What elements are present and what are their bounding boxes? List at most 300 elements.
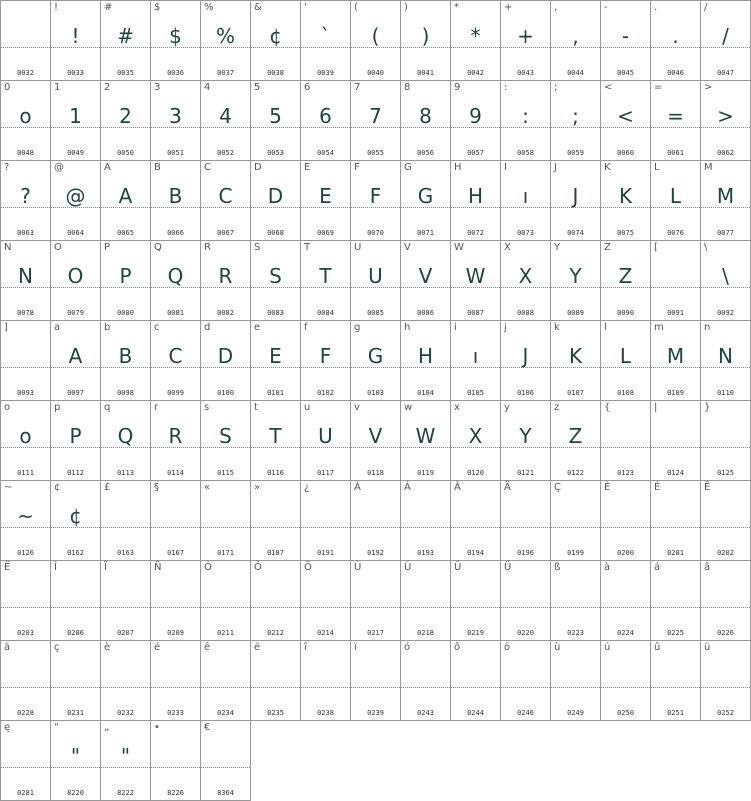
glyph-cell-label: ú (604, 642, 611, 653)
glyph-cell-code: 0111 (17, 469, 34, 477)
glyph-sample: $ (169, 24, 182, 48)
glyph-cell (501, 481, 551, 561)
glyph-cell-code: 0057 (467, 149, 484, 157)
glyph-cell (401, 81, 451, 161)
glyph-cell (301, 401, 351, 481)
glyph-cell (201, 721, 251, 801)
glyph-sample (701, 661, 750, 691)
glyph-cell-code: 0044 (567, 69, 584, 77)
glyph-cell (351, 1, 401, 81)
glyph-cell-code: 0048 (17, 149, 34, 157)
glyph-sample: Z (568, 424, 583, 448)
glyph-cell (651, 81, 701, 161)
glyph-sample: C (218, 184, 233, 208)
glyph-cell-label: ü (704, 642, 711, 653)
glyph-sample: " (70, 744, 81, 768)
glyph-cell-code: 0238 (317, 709, 334, 717)
glyph-cell-code: 0167 (167, 549, 184, 557)
glyph-sample: G (367, 344, 384, 368)
glyph-cell (201, 81, 251, 161)
glyph-cell-code: 0081 (167, 309, 184, 317)
glyph-cell-code: 0201 (667, 549, 684, 557)
glyph-cell-label: ß (554, 562, 561, 573)
glyph-cell (651, 161, 701, 241)
glyph-sample (601, 661, 650, 691)
glyph-cell (51, 401, 101, 481)
glyph-sample: , (572, 24, 579, 48)
glyph-cell-label: N (4, 242, 12, 253)
glyph-cell (551, 241, 601, 321)
glyph-cell (51, 561, 101, 641)
glyph-cell-code: 0231 (67, 709, 84, 717)
glyph-sample: D (267, 184, 284, 208)
glyph-cell-label: = (654, 82, 663, 93)
glyph-sample: ı (522, 184, 529, 208)
glyph-cell (301, 321, 351, 401)
glyph-cell (601, 561, 651, 641)
glyph-sample: S (219, 424, 232, 448)
glyph-cell-code: 0202 (717, 549, 734, 557)
glyph-sample: X (468, 424, 483, 448)
glyph-sample: F (319, 344, 332, 368)
glyph-sample: U (368, 264, 383, 288)
glyph-sample: V (368, 424, 383, 448)
glyph-cell (1, 321, 51, 401)
glyph-cell (451, 321, 501, 401)
glyph-cell-code: 0074 (567, 229, 584, 237)
glyph-cell (601, 161, 651, 241)
glyph-cell-code: 0102 (317, 389, 334, 397)
glyph-cell-code: 0250 (617, 709, 634, 717)
glyph-sample (701, 421, 750, 451)
glyph-cell-code: 0056 (417, 149, 434, 157)
glyph-cell-label: Ê (704, 482, 711, 493)
glyph-sample: < (617, 104, 634, 128)
glyph-sample: T (269, 424, 282, 448)
glyph-cell-label: & (254, 2, 262, 13)
glyph-cell-code: 0116 (267, 469, 284, 477)
glyph-cell-code: 0121 (517, 469, 534, 477)
glyph-cell-label: Ú (404, 562, 412, 573)
glyph-cell-code: 0212 (267, 629, 284, 637)
glyph-cell-label: Y (554, 242, 561, 253)
glyph-cell (551, 1, 601, 81)
glyph-cell-code: 0249 (567, 709, 584, 717)
glyph-cell-label: È (604, 482, 611, 493)
glyph-sample (651, 421, 700, 451)
glyph-cell-label: U (354, 242, 362, 253)
glyph-sample (651, 581, 700, 611)
glyph-cell-label: ~ (4, 482, 13, 493)
glyph-cell-label: I (504, 162, 507, 173)
glyph-sample: A (118, 184, 133, 208)
glyph-sample (301, 581, 350, 611)
glyph-sample: \ (722, 264, 729, 288)
glyph-sample: U (318, 424, 333, 448)
glyph-cell-code: 0070 (367, 229, 384, 237)
glyph-cell (151, 241, 201, 321)
glyph-sample (501, 661, 550, 691)
glyph-cell-label: : (504, 82, 508, 93)
glyph-cell-code: 0114 (167, 469, 184, 477)
glyph-cell-label: R (204, 242, 211, 253)
glyph-sample (351, 661, 400, 691)
glyph-cell-label: X (504, 242, 511, 253)
glyph-cell-code: 0199 (567, 549, 584, 557)
glyph-cell (151, 401, 201, 481)
glyph-cell-label: c (154, 322, 160, 333)
glyph-cell-label: . (654, 2, 658, 13)
glyph-cell-label: Ô (254, 562, 262, 573)
glyph-cell (201, 241, 251, 321)
glyph-cell (1, 81, 51, 161)
glyph-cell (201, 481, 251, 561)
glyph-cell-label: B (154, 162, 161, 173)
glyph-cell-code: 0069 (317, 229, 334, 237)
glyph-cell-label: À (354, 482, 361, 493)
glyph-cell-label: D (254, 162, 262, 173)
glyph-cell-label: ; (554, 82, 558, 93)
glyph-cell (1, 561, 51, 641)
glyph-cell-label: C (204, 162, 211, 173)
glyph-cell-label: • (154, 722, 160, 733)
glyph-cell-code: 0093 (17, 389, 34, 397)
glyph-cell-code: 0042 (467, 69, 484, 77)
glyph-cell-label: É (654, 482, 661, 493)
glyph-cell-label: W (454, 242, 464, 253)
glyph-sample: K (568, 344, 583, 368)
glyph-cell-code: 0090 (617, 309, 634, 317)
glyph-sample: " (120, 744, 131, 768)
glyph-cell-code: 0052 (217, 149, 234, 157)
glyph-cell-code: 0050 (117, 149, 134, 157)
glyph-cell-code: 0083 (267, 309, 284, 317)
glyph-cell-code: 0043 (517, 69, 534, 77)
glyph-cell-code: 0066 (167, 229, 184, 237)
glyph-cell-code: 0040 (367, 69, 384, 77)
glyph-sample: > (717, 104, 734, 128)
glyph-cell (151, 481, 201, 561)
glyph-cell (201, 561, 251, 641)
glyph-cell-label: á (654, 562, 661, 573)
glyph-cell (401, 481, 451, 561)
glyph-cell-code: 0086 (417, 309, 434, 317)
glyph-cell-label: ë (254, 642, 261, 653)
glyph-cell-label: n (704, 322, 711, 333)
glyph-cell (201, 1, 251, 81)
glyph-cell-label: è (104, 642, 111, 653)
glyph-cell-code: 0098 (117, 389, 134, 397)
glyph-sample: J (572, 184, 579, 208)
glyph-cell-label: s (204, 402, 210, 413)
glyph-cell (601, 81, 651, 161)
glyph-cell-code: 0223 (567, 629, 584, 637)
glyph-sample: S (269, 264, 282, 288)
glyph-cell-label: 1 (54, 82, 61, 93)
glyph-cell (601, 481, 651, 561)
glyph-cell-code: 0055 (367, 149, 384, 157)
glyph-sample: 5 (269, 104, 282, 128)
glyph-cell (1, 481, 51, 561)
glyph-sample: 6 (319, 104, 332, 128)
glyph-cell-code: 0224 (617, 629, 634, 637)
glyph-cell-code: 0123 (617, 469, 634, 477)
glyph-cell-label: ç (54, 642, 60, 653)
glyph-cell-label: 6 (304, 82, 311, 93)
glyph-cell-code: 0107 (567, 389, 584, 397)
glyph-cell (451, 81, 501, 161)
glyph-cell-code: 0196 (517, 549, 534, 557)
glyph-sample (1, 341, 50, 371)
glyph-cell-label: x (454, 402, 460, 413)
glyph-cell-code: 0108 (617, 389, 634, 397)
glyph-cell-label: 4 (204, 82, 211, 93)
glyph-cell-label: ' (304, 2, 307, 13)
glyph-cell (651, 241, 701, 321)
glyph-sample (601, 501, 650, 531)
glyph-cell-code: 0207 (117, 629, 134, 637)
glyph-cell (651, 401, 701, 481)
glyph-cell-code: 0110 (717, 389, 734, 397)
glyph-cell (1, 241, 51, 321)
glyph-cell (251, 401, 301, 481)
glyph-cell-label: € (204, 722, 211, 733)
glyph-cell-label: ( (354, 2, 358, 13)
glyph-cell-label: S (254, 242, 261, 253)
glyph-cell (351, 241, 401, 321)
glyph-cell (601, 641, 651, 721)
glyph-cell-label: j (504, 322, 507, 333)
glyph-cell-code: 0061 (667, 149, 684, 157)
glyph-sample (251, 661, 300, 691)
glyph-cell (151, 161, 201, 241)
glyph-cell (51, 321, 101, 401)
glyph-cell-label: « (204, 482, 211, 493)
glyph-cell (101, 481, 151, 561)
glyph-cell-code: 0088 (517, 309, 534, 317)
glyph-cell-label: Ë (4, 562, 11, 573)
glyph-sample: 1 (69, 104, 82, 128)
glyph-cell-label: ô (454, 642, 461, 653)
glyph-cell-code: 0054 (317, 149, 334, 157)
glyph-sample (401, 501, 450, 531)
glyph-cell-label: Ù (354, 562, 362, 573)
glyph-sample: Y (569, 264, 582, 288)
glyph-sample: M (716, 184, 735, 208)
glyph-cell-code: 0072 (467, 229, 484, 237)
glyph-sample: G (417, 184, 434, 208)
glyph-cell-label: 5 (254, 82, 261, 93)
glyph-cell (51, 481, 101, 561)
glyph-cell-code: 0058 (517, 149, 534, 157)
glyph-sample: E (319, 184, 332, 208)
glyph-cell (501, 561, 551, 641)
glyph-cell-label: P (104, 242, 111, 253)
glyph-cell-code: 0200 (617, 549, 634, 557)
glyph-cell-code: 0119 (417, 469, 434, 477)
glyph-cell (101, 721, 151, 801)
glyph-cell-label: î (304, 642, 307, 653)
glyph-cell-label: é (154, 642, 161, 653)
glyph-cell-label: u (304, 402, 311, 413)
glyph-cell-label: Q (154, 242, 162, 253)
glyph-cell (251, 81, 301, 161)
glyph-cell-label: û (654, 642, 661, 653)
glyph-cell-label: Á (404, 482, 411, 493)
glyph-sample (701, 501, 750, 531)
glyph-cell-label: w (404, 402, 413, 413)
glyph-cell-label: b (104, 322, 111, 333)
glyph-cell-label: L (654, 162, 660, 173)
glyph-cell-code: 0106 (517, 389, 534, 397)
glyph-sample (701, 581, 750, 611)
glyph-cell (701, 81, 751, 161)
glyph-cell (501, 1, 551, 81)
glyph-cell-code: 0071 (417, 229, 434, 237)
glyph-sample (551, 581, 600, 611)
glyph-cell-code: 0078 (17, 309, 34, 317)
glyph-cell-label: m (654, 322, 664, 333)
glyph-cell-label: ï (354, 642, 357, 653)
glyph-cell (301, 1, 351, 81)
glyph-cell (451, 1, 501, 81)
glyph-cell-label: § (154, 482, 159, 493)
glyph-cell (701, 641, 751, 721)
glyph-sample (51, 661, 100, 691)
glyph-cell-label: l (604, 322, 607, 333)
glyph-sample: ~ (17, 504, 34, 528)
glyph-sample: 8 (419, 104, 432, 128)
glyph-sample (401, 661, 450, 691)
glyph-cell-code: 0084 (317, 309, 334, 317)
glyph-cell-label: < (604, 82, 613, 93)
glyph-sample (151, 581, 200, 611)
glyph-cell-code: 0217 (367, 629, 384, 637)
glyph-cell (51, 641, 101, 721)
glyph-cell-code: 0219 (467, 629, 484, 637)
glyph-cell-code: 0032 (17, 69, 34, 77)
glyph-sample (151, 501, 200, 531)
glyph-cell-code: 0099 (167, 389, 184, 397)
glyph-cell-label: $ (154, 2, 161, 13)
glyph-cell-label: G (404, 162, 412, 173)
glyph-cell-label: 9 (454, 82, 461, 93)
glyph-cell (701, 481, 751, 561)
glyph-cell-label: [ (654, 242, 658, 253)
glyph-sample (1, 21, 50, 51)
glyph-cell (351, 641, 401, 721)
glyph-sample: Z (618, 264, 633, 288)
glyph-sample: M (666, 344, 685, 368)
glyph-cell (651, 481, 701, 561)
glyph-cell (551, 641, 601, 721)
glyph-sample (201, 581, 250, 611)
glyph-cell-label: Ö (304, 562, 312, 573)
glyph-cell (351, 161, 401, 241)
glyph-cell-label: Ç (554, 482, 561, 493)
glyph-cell (351, 481, 401, 561)
glyph-cell (301, 561, 351, 641)
glyph-cell (401, 241, 451, 321)
glyph-cell (651, 641, 701, 721)
glyph-cell-label: ¿ (304, 482, 310, 493)
glyph-sample (201, 501, 250, 531)
glyph-cell-code: 0080 (117, 309, 134, 317)
glyph-cell-code: 0125 (717, 469, 734, 477)
glyph-cell-label: g (354, 322, 361, 333)
glyph-cell-code: 0059 (567, 149, 584, 157)
glyph-sample: E (269, 344, 282, 368)
glyph-sample: + (517, 24, 534, 48)
glyph-cell-code: 0036 (167, 69, 184, 77)
glyph-cell-label: Î (54, 562, 57, 573)
glyph-cell (651, 321, 701, 401)
glyph-cell (401, 321, 451, 401)
glyph-sample (551, 661, 600, 691)
glyph-cell (251, 641, 301, 721)
glyph-cell-code: 0085 (367, 309, 384, 317)
glyph-cell-code: 0073 (517, 229, 534, 237)
glyph-cell-code: 0122 (567, 469, 584, 477)
glyph-cell-code: 0046 (667, 69, 684, 77)
glyph-sample: F (369, 184, 382, 208)
glyph-cell-code: 0234 (217, 709, 234, 717)
glyph-cell-label: “ (54, 722, 60, 733)
glyph-cell-code: 0065 (117, 229, 134, 237)
glyph-sample (651, 501, 700, 531)
glyph-cell (601, 321, 651, 401)
glyph-cell-label: o (4, 402, 11, 413)
glyph-sample: ( (371, 24, 380, 48)
glyph-cell (101, 641, 151, 721)
glyph-cell-label: ¢ (54, 482, 61, 493)
glyph-cell-label: ! (54, 2, 59, 13)
glyph-cell-label: ó (404, 642, 411, 653)
glyph-cell-label: Â (454, 482, 461, 493)
glyph-cell (351, 561, 401, 641)
glyph-sample: o (19, 424, 32, 448)
glyph-cell-code: 0192 (367, 549, 384, 557)
glyph-cell (51, 1, 101, 81)
glyph-cell-label: k (554, 322, 560, 333)
glyph-cell-code: 0226 (717, 629, 734, 637)
glyph-cell-label: * (454, 2, 459, 13)
glyph-cell (151, 1, 201, 81)
glyph-cell-label: 3 (154, 82, 161, 93)
glyph-cell-code: 0187 (267, 549, 284, 557)
glyph-sample: ? (20, 184, 31, 208)
glyph-sample (1, 661, 50, 691)
glyph-sample (151, 661, 200, 691)
glyph-cell (151, 641, 201, 721)
glyph-cell (701, 241, 751, 321)
glyph-cell (151, 721, 201, 801)
glyph-sample: ¢ (69, 504, 82, 528)
glyph-cell-label: > (704, 82, 713, 93)
glyph-cell-label: Û (454, 562, 462, 573)
glyph-cell (101, 241, 151, 321)
glyph-sample (351, 581, 400, 611)
glyph-cell (501, 241, 551, 321)
glyph-sample: V (418, 264, 433, 288)
glyph-cell (1, 641, 51, 721)
glyph-sample (651, 661, 700, 691)
glyph-cell (601, 241, 651, 321)
glyph-cell-label: V (404, 242, 411, 253)
glyph-cell-code: 0075 (617, 229, 634, 237)
glyph-cell-code: 0126 (17, 549, 34, 557)
glyph-sample: L (619, 344, 632, 368)
